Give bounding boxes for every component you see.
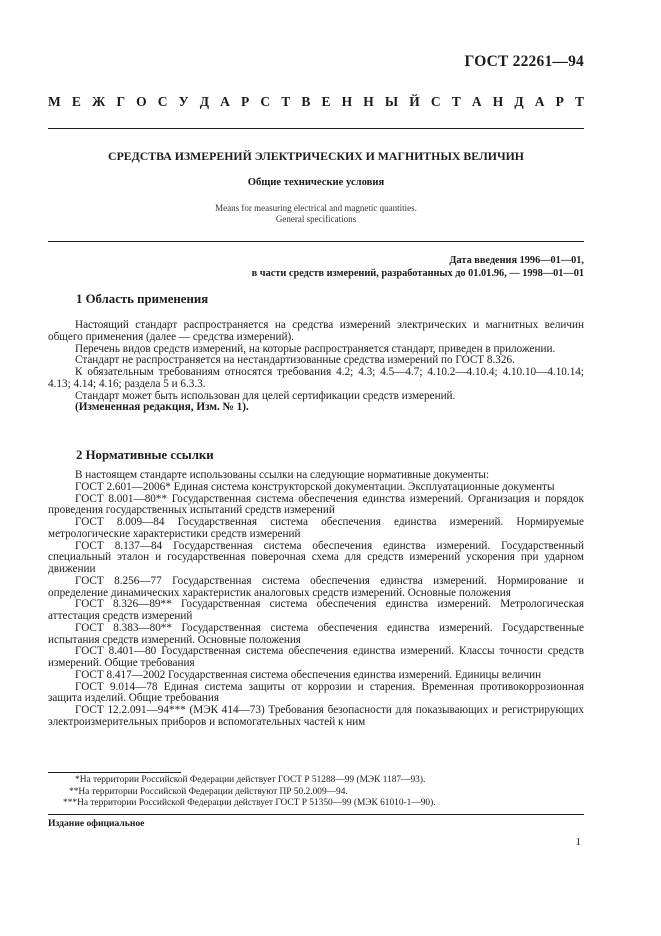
section-2-heading: 2 Нормативные ссылки [76,448,214,462]
section-1-body [48,320,584,414]
section-1-paragraph: Перечень видов средств измерений, на которые распространяется стандарт, приведен в приложении. [75,342,556,355]
amendment-note: (Измененная редакция, Изм. № 1). [75,401,249,414]
section-2-intro: В настоящем стандарте использованы ссылки на следующие нормативные документы: [75,469,490,481]
reference-item: ГОСТ 8.383—80** Государственная система обеспечения единства измерений. Государственные испытания средств измерений. Основные положения [48,621,584,646]
reference-item: ГОСТ 8.256—77 Государственная система обеспечения единства измерений. Нормирование и определение динамических характеристик аналоговых средств измерений. Основные положения [48,574,584,599]
header-divider [48,128,584,129]
footnote-2: **На территории Российской Федерации действуют ПР 50.2.009—94. [69,786,348,797]
reference-item: ГОСТ 8.326—89** Государственная система обеспечения единства измерений. Метрологическая аттестация средств измерений [48,598,584,622]
document-subtitle: Общие технические условия [247,177,385,188]
title-divider [48,241,584,242]
reference-item: ГОСТ 8.009—84 Государственная система обеспечения единства измерений. Нормируемые метрологические характеристики средств измерений [48,516,584,540]
section-1-heading: 1 Область применения [76,292,209,306]
edition-label: Издание официальное [48,818,145,829]
reference-item: ГОСТ 8.001—80** Государственная система обеспечения единства измерений. Организация и порядок проведения государственных испытаний средств измерений [48,492,584,517]
section-1-paragraph: К обязательным требованиям относятся требования 4.2; 4.3; 4.5—4.7; 4.10.2—4.10.4; 4.10.10—4.10.14; 4.13; 4.14; 4.16; раздела 5 и 6.3.3. [48,366,584,390]
interstate-standard-label: М Е Ж Г О С У Д А Р С Т В Е Н Н Ы Й С Т А Н Д А Р Т [48,94,584,109]
reference-item: ГОСТ 12.2.091—94*** (МЭК 414—73) Требования безопасности для показывающих и регистрирующих электроизмерительных приборов и вспомогательных частей к ним [48,704,584,728]
reference-item: ГОСТ 9.014—78 Единая система защиты от коррозии и старения. Временная противокоррозионная защита изделий. Общие требования [48,680,584,705]
footnote-1: *На территории Российской Федерации действует ГОСТ Р 51288—99 (МЭК 1187—93). [75,775,426,785]
page-number: 1 [575,836,581,848]
english-title-line2: General specifications [275,214,357,224]
section-2-body [48,470,584,729]
edition-divider [48,814,584,815]
introduction-date: Дата введения 1996—01—01, [449,255,584,266]
reference-item: ГОСТ 8.417—2002 Государственная система обеспечения единства измерений. Единицы величин [75,668,542,681]
section-1-paragraph: Настоящий стандарт распространяется на средства измерений электрических и магнитных величин общего применения (далее — средства измерений). [48,319,584,343]
footnote-3: ***На территории Российской Федерации действует ГОСТ Р 51350—99 (МЭК 61010-1—90). [63,798,436,809]
footnotes [48,775,584,810]
document-number: ГОСТ 22261—94 [464,53,584,70]
reference-item: ГОСТ 2.601—2006* Единая система конструкторской документации. Эксплуатационные документы [75,480,555,493]
section-1-paragraph: Стандарт не распространяется на нестандартизованные средства измерений по ГОСТ 8.326. [75,354,515,367]
section-1-paragraph: Стандарт может быть использован для целей сертификации средств измерений. [75,389,456,402]
introduction-date-detail: в части средств измерений, разработанных до 01.01.96, — 1998—01—01 [251,268,584,279]
english-title-line1: Means for measuring electrical and magnetic quantities. [215,203,417,213]
reference-item: ГОСТ 8.137—84 Государственная система обеспечения единства измерений. Государственный специальный эталон и государственная поверочная схема для средств измерений ускорения при ударном движении [48,539,584,575]
document-title: СРЕДСТВА ИЗМЕРЕНИЙ ЭЛЕКТРИЧЕСКИХ И МАГНИТНЫХ ВЕЛИЧИН [108,149,524,163]
footnote-divider [48,772,181,773]
reference-item: ГОСТ 8.401—80 Государственная система обеспечения единства измерений. Классы точности средств измерений. Общие требования [48,645,584,669]
